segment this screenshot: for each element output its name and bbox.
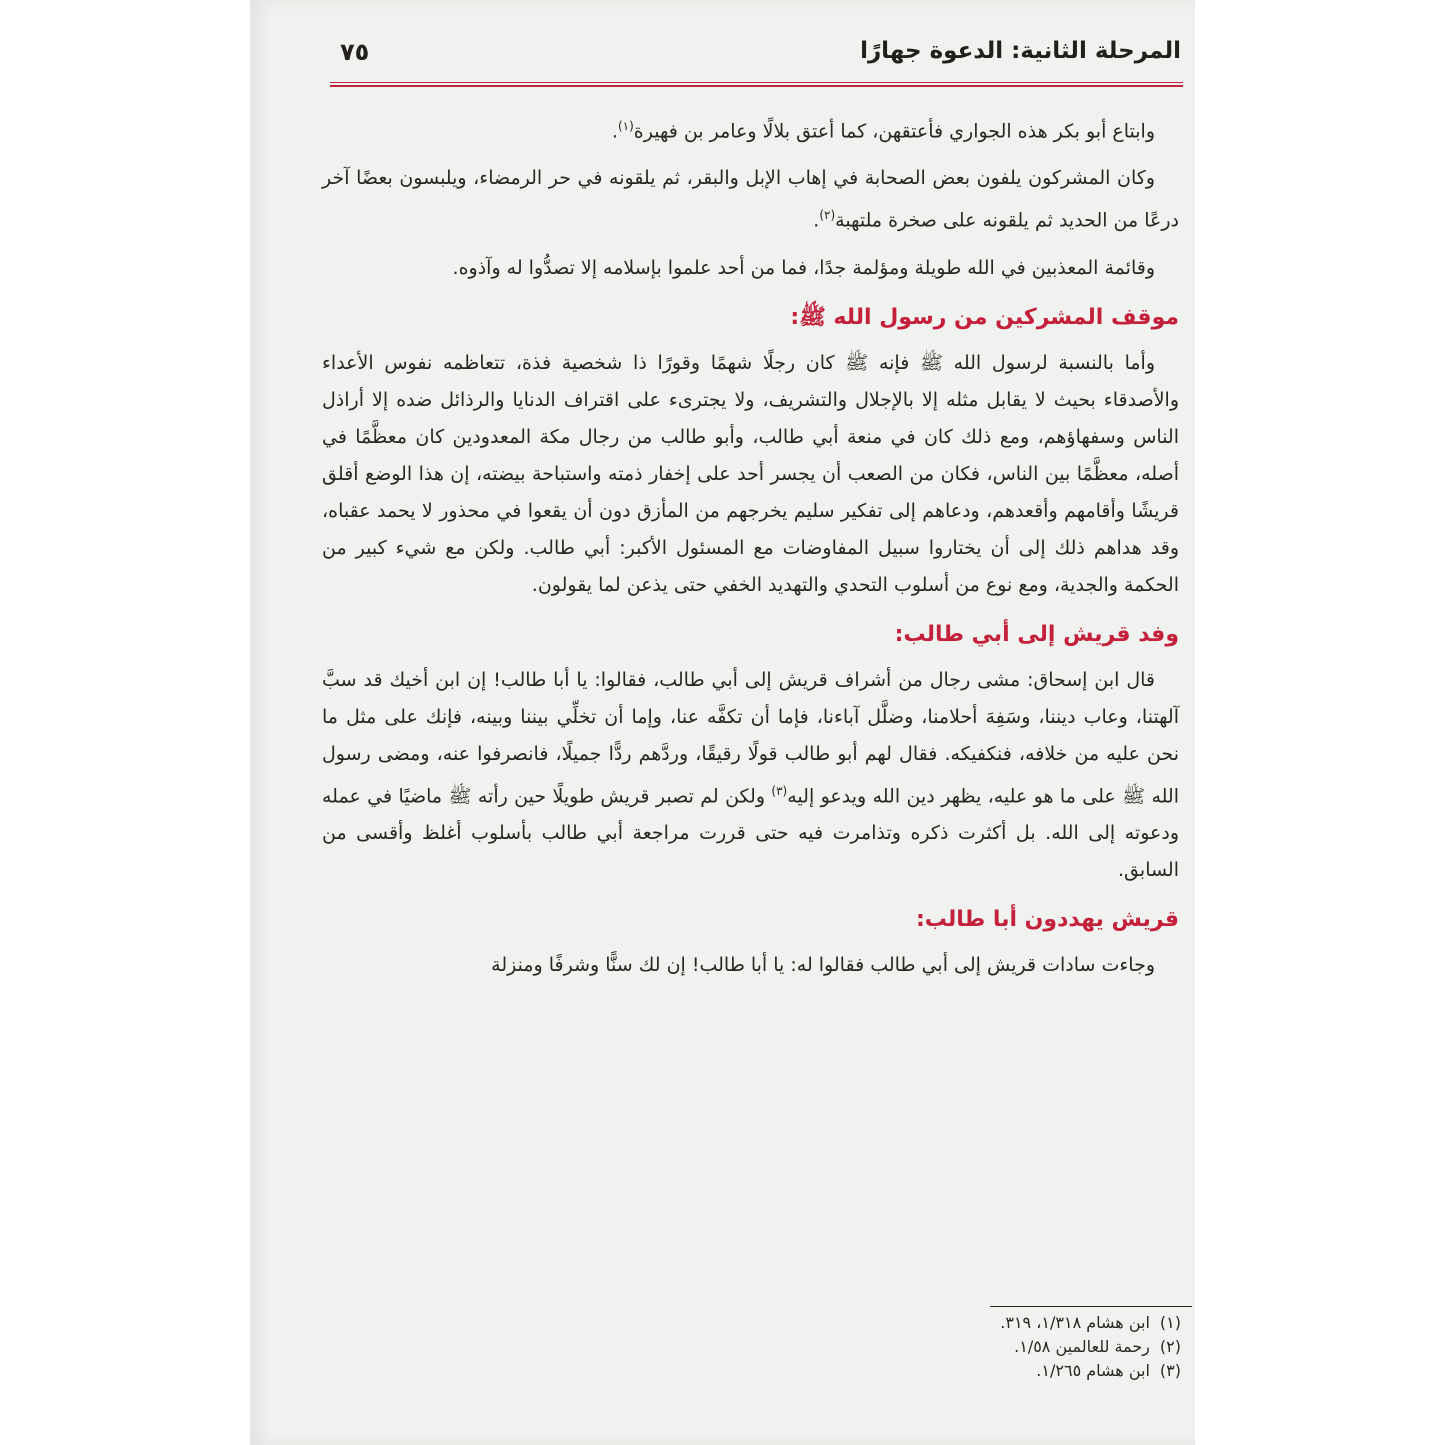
footnote-reference: (١) xyxy=(617,119,634,133)
running-head xyxy=(328,36,1181,76)
header-rule-thin xyxy=(330,82,1183,83)
paragraph-end: ولكن لم تصبر قريش طويلًا حين رأته ﷺ ماضيًا في عمله ودعوته إلى الله. بل أكثرت ذكره وتذامرت فيه حتى قررت مراجعة أبي طالب بأسلوب أغلظ وأقسى من السابق. xyxy=(322,784,1179,881)
paragraph xyxy=(322,662,1179,889)
paragraph: وجاءت سادات قريش إلى أبي طالب فقالوا له: يا أبا طالب! إن لك سنًّا وشرفًا ومنزلة xyxy=(491,953,1155,976)
footnote-text: ابن هشام ١/٣١٨، ٣١٩. xyxy=(1000,1313,1150,1332)
footnote xyxy=(770,1336,1181,1358)
footnote xyxy=(770,1312,1181,1334)
footnote-reference: (٢) xyxy=(819,208,836,223)
footnote-marker: (١) xyxy=(1159,1313,1181,1332)
footnote-rule xyxy=(990,1306,1192,1307)
paragraph-text: قال ابن إسحاق: مشى رجال من أشراف قريش إلى أبي طالب، فقالوا: يا أبا طالب! إن ابن أخيك قد سبَّ آلهتنا، وعاب ديننا، وسَفِهَ أحلامنا، وضلَّل آباءنا، فإما أن تكفَّه عنا، وإما أن تخلِّي بيننا وبينه، فإنك على مثل ما نحن عليه من خلافه، فنكفيكه. فقال لهم أبو طالب قولًا رقيقًا، وردَّهم ردًّا جميلًا، فانصرفوا عنه، ومضى رسول الله ﷺ على ما هو عليه، يظهر دين الله ويدعو إليه xyxy=(322,668,1179,807)
header-rule xyxy=(330,82,1183,88)
paragraph-end: . xyxy=(611,120,618,143)
footnote-reference: (٣) xyxy=(771,783,788,798)
paragraph: وقائمة المعذبين في الله طويلة ومؤلمة جدًا، فما من أحد علموا بإسلامه إلا تصدُّوا له وآذوه. xyxy=(452,256,1155,279)
footnote-marker: (٣) xyxy=(1159,1361,1181,1380)
footnote-text: رحمة للعالمين ١/٥٨. xyxy=(1014,1337,1150,1356)
paragraph xyxy=(322,160,1179,239)
section-heading: قريش يهددون أبا طالب: xyxy=(915,906,1179,932)
body-text xyxy=(322,108,1179,994)
footnote-marker: (٢) xyxy=(1159,1337,1181,1356)
paragraph-end: . xyxy=(813,209,820,232)
book-page xyxy=(250,0,1195,1445)
footnotes xyxy=(770,1312,1181,1384)
running-title: المرحلة الثانية: الدعوة جهارًا xyxy=(860,38,1181,64)
paragraph-text: وابتاع أبو بكر هذه الجواري فأعتقهن، كما أعتق بلالًا وعامر بن فهيرة xyxy=(633,120,1155,143)
section-heading: موقف المشركين من رسول الله ﷺ: xyxy=(790,304,1179,330)
paragraph: وأما بالنسبة لرسول الله ﷺ فإنه ﷺ كان رجلًا شهمًا وقورًا ذا شخصية فذة، تتعاظمه نفوس الأعداء والأصدقاء بحيث لا يقابل مثله إلا بالإجلال والتشريف، ولا يجترىء على اقتراف الدنايا والرذائل ضده إلا أراذل الناس وسفهاؤهم، ومع ذلك كان في منعة أبي طالب، وأبو طالب من رجال مكة المعدودين كان معظَّمًا في أصله، معظَّمًا بين الناس، فكان من الصعب أن يجسر أحد على إخفار ذمته واستباحة بيضته، إن هذا الوضع أقلق قريشًا وأقامهم وأقعدهم، ودعاهم إلى تفكير سليم يخرجهم من المأزق دون أن يقعوا في محذور لا يحمد عقباه، وقد هداهم ذلك إلى أن يختاروا سبيل المفاوضات مع المسئول الأكبر: أبي طالب. ولكن مع شيء كبير من الحكمة والجدية، ومع نوع من أسلوب التحدي والتهديد الخفي حتى يذعن لما يقولون. xyxy=(322,351,1179,596)
footnote-text: ابن هشام ١/٢٦٥. xyxy=(1036,1361,1150,1380)
section-heading: وفد قريش إلى أبي طالب: xyxy=(894,621,1179,647)
paragraph xyxy=(322,108,1179,150)
page-number: ٧٥ xyxy=(340,38,370,66)
paragraph-text: وكان المشركون يلفون بعض الصحابة في إهاب الإبل والبقر، ثم يلقونه في حر الرمضاء، ويلبسون بعضًا آخر درعًا من الحديد ثم يلقونه على صخرة ملتهبة xyxy=(322,167,1179,232)
header-rule-thick xyxy=(330,85,1183,87)
footnote xyxy=(770,1360,1181,1382)
